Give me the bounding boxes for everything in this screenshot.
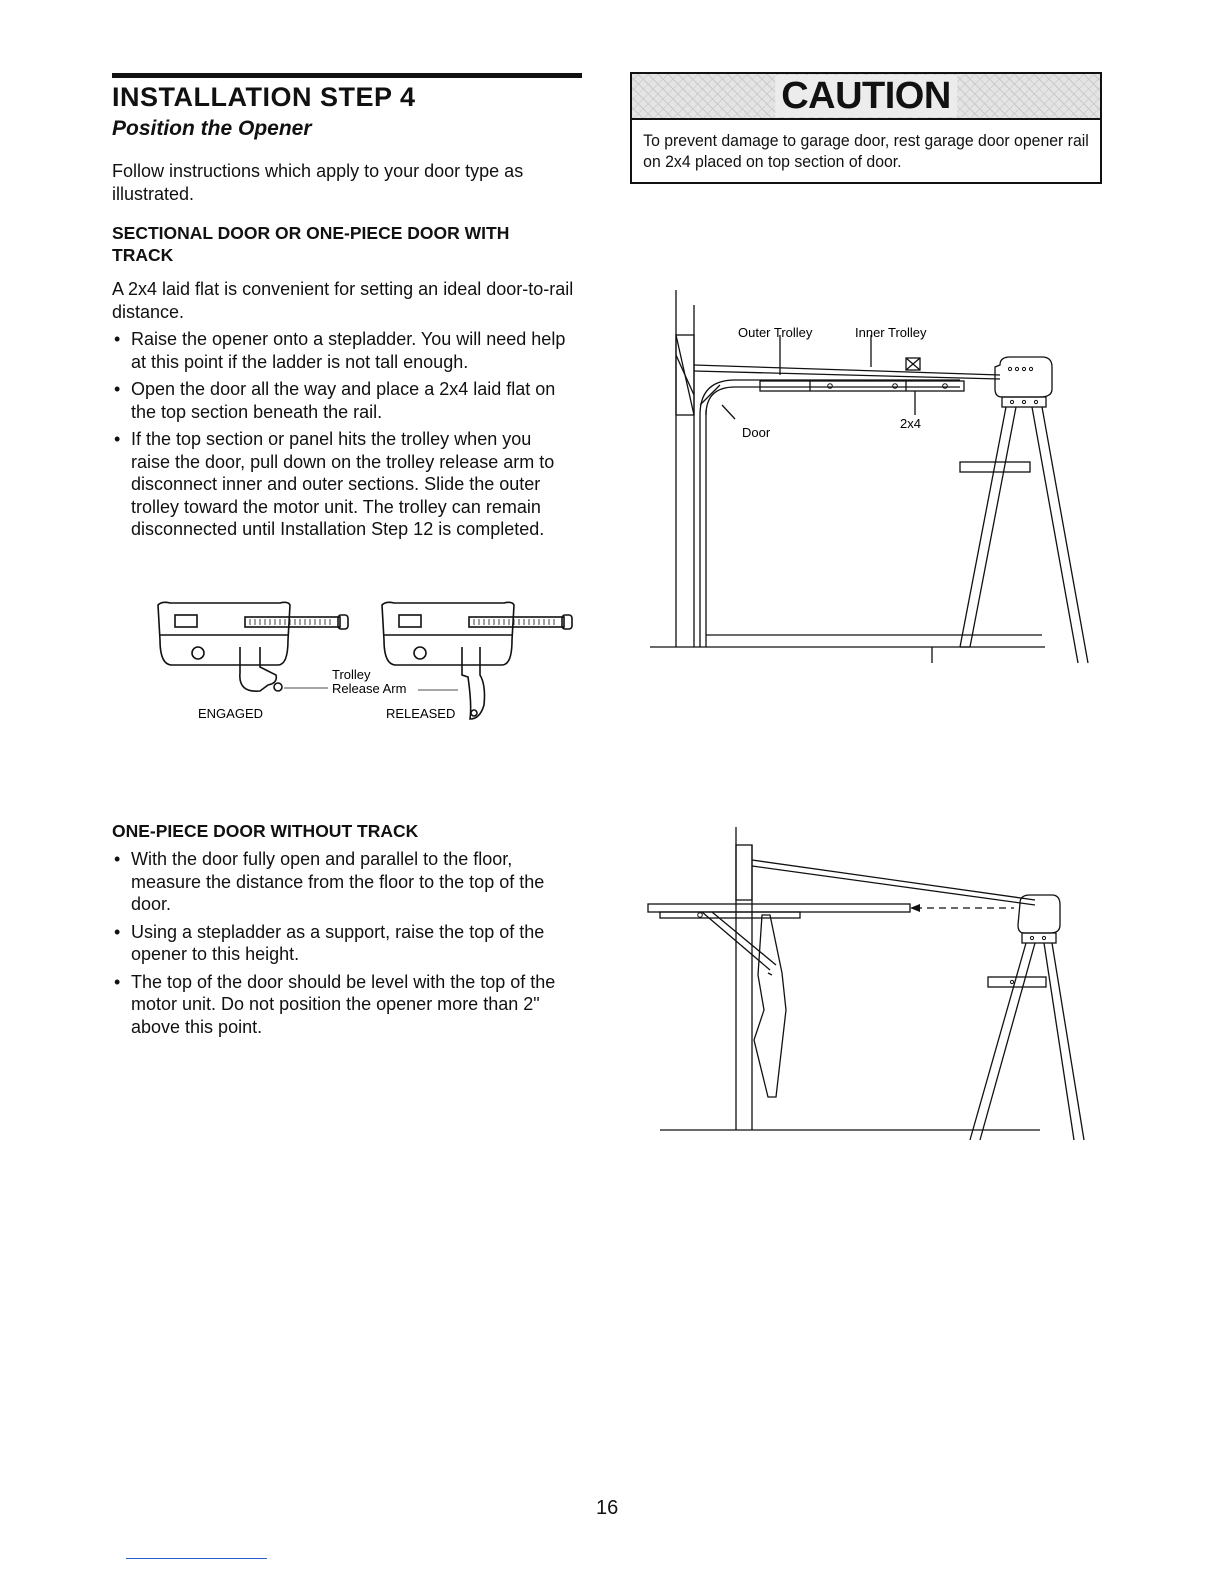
onepiece-bullet-list — [112, 848, 570, 1043]
released-label: RELEASED — [386, 706, 456, 721]
step-subtitle: Position the Opener — [112, 117, 312, 140]
arrowhead — [910, 904, 920, 912]
sectional-door-diagram — [650, 285, 1090, 665]
trolley-engaged-drawing — [158, 602, 348, 691]
list-item: • Raise the opener onto a stepladder. You will need help at this point if the ladder is not tall enough. — [112, 328, 582, 373]
motor-unit — [1018, 895, 1060, 933]
caution-header — [632, 74, 1100, 120]
title-rule — [112, 73, 582, 78]
list-item: • With the door fully open and parallel to the floor, measure the distance from the floor to the top of the door. — [112, 848, 570, 916]
door-label: Door — [742, 425, 771, 440]
trolley-release-diagram — [150, 595, 580, 730]
board-2x4 — [760, 381, 964, 391]
sectional-paragraph: A 2x4 laid flat is convenient for setting an ideal door-to-rail distance. — [112, 279, 574, 322]
list-item: • If the top section or panel hits the trolley when you raise the door, pull down on the trolley release arm to disconnect inner and outer sections. Slide the outer trolley toward the motor unit. The trolley can remain disconnected until Installation Step 12 is completed. — [112, 428, 571, 541]
engaged-label: ENGAGED — [198, 706, 264, 721]
board-label: 2x4 — [900, 416, 921, 431]
trolley-label-line2: Release Arm — [332, 681, 407, 696]
door-panel — [648, 904, 910, 912]
trolley-released-drawing — [382, 602, 572, 719]
list-item: • Using a stepladder as a support, raise the top of the opener to this height. — [112, 921, 570, 966]
footer-rule — [126, 1558, 267, 1559]
list-item: • The top of the door should be level with the top of the motor unit. Do not position the opener more than 2" above this point. — [112, 971, 570, 1039]
trolley-label-line1: Trolley — [332, 667, 371, 682]
sectional-heading — [112, 222, 592, 266]
one-piece-door-diagram — [640, 825, 1090, 1145]
onepiece-heading: ONE-PIECE DOOR WITHOUT TRACK — [112, 821, 419, 841]
page-number: 16 — [596, 1497, 619, 1519]
inner-trolley-label: Inner Trolley — [855, 325, 927, 340]
sectional-heading-line2: TRACK — [112, 245, 174, 265]
door-arm — [754, 915, 786, 1097]
intro-paragraph: Follow instructions which apply to your door type as illustrated. — [112, 161, 524, 204]
caution-title: CAUTION — [775, 75, 957, 117]
outer-trolley-label: Outer Trolley — [738, 325, 813, 340]
step-title: INSTALLATION STEP 4 — [112, 82, 416, 112]
list-item: • Open the door all the way and place a 2x4 laid flat on the top section beneath the rail. — [112, 378, 582, 423]
sectional-bullet-list — [112, 328, 582, 546]
caution-box — [630, 72, 1102, 184]
sectional-heading-line1: SECTIONAL DOOR OR ONE-PIECE DOOR WITH — [112, 223, 510, 243]
motor-unit — [995, 357, 1052, 397]
caution-text: To prevent damage to garage door, rest garage door opener rail on 2x4 placed on top section of door. — [643, 131, 1089, 171]
